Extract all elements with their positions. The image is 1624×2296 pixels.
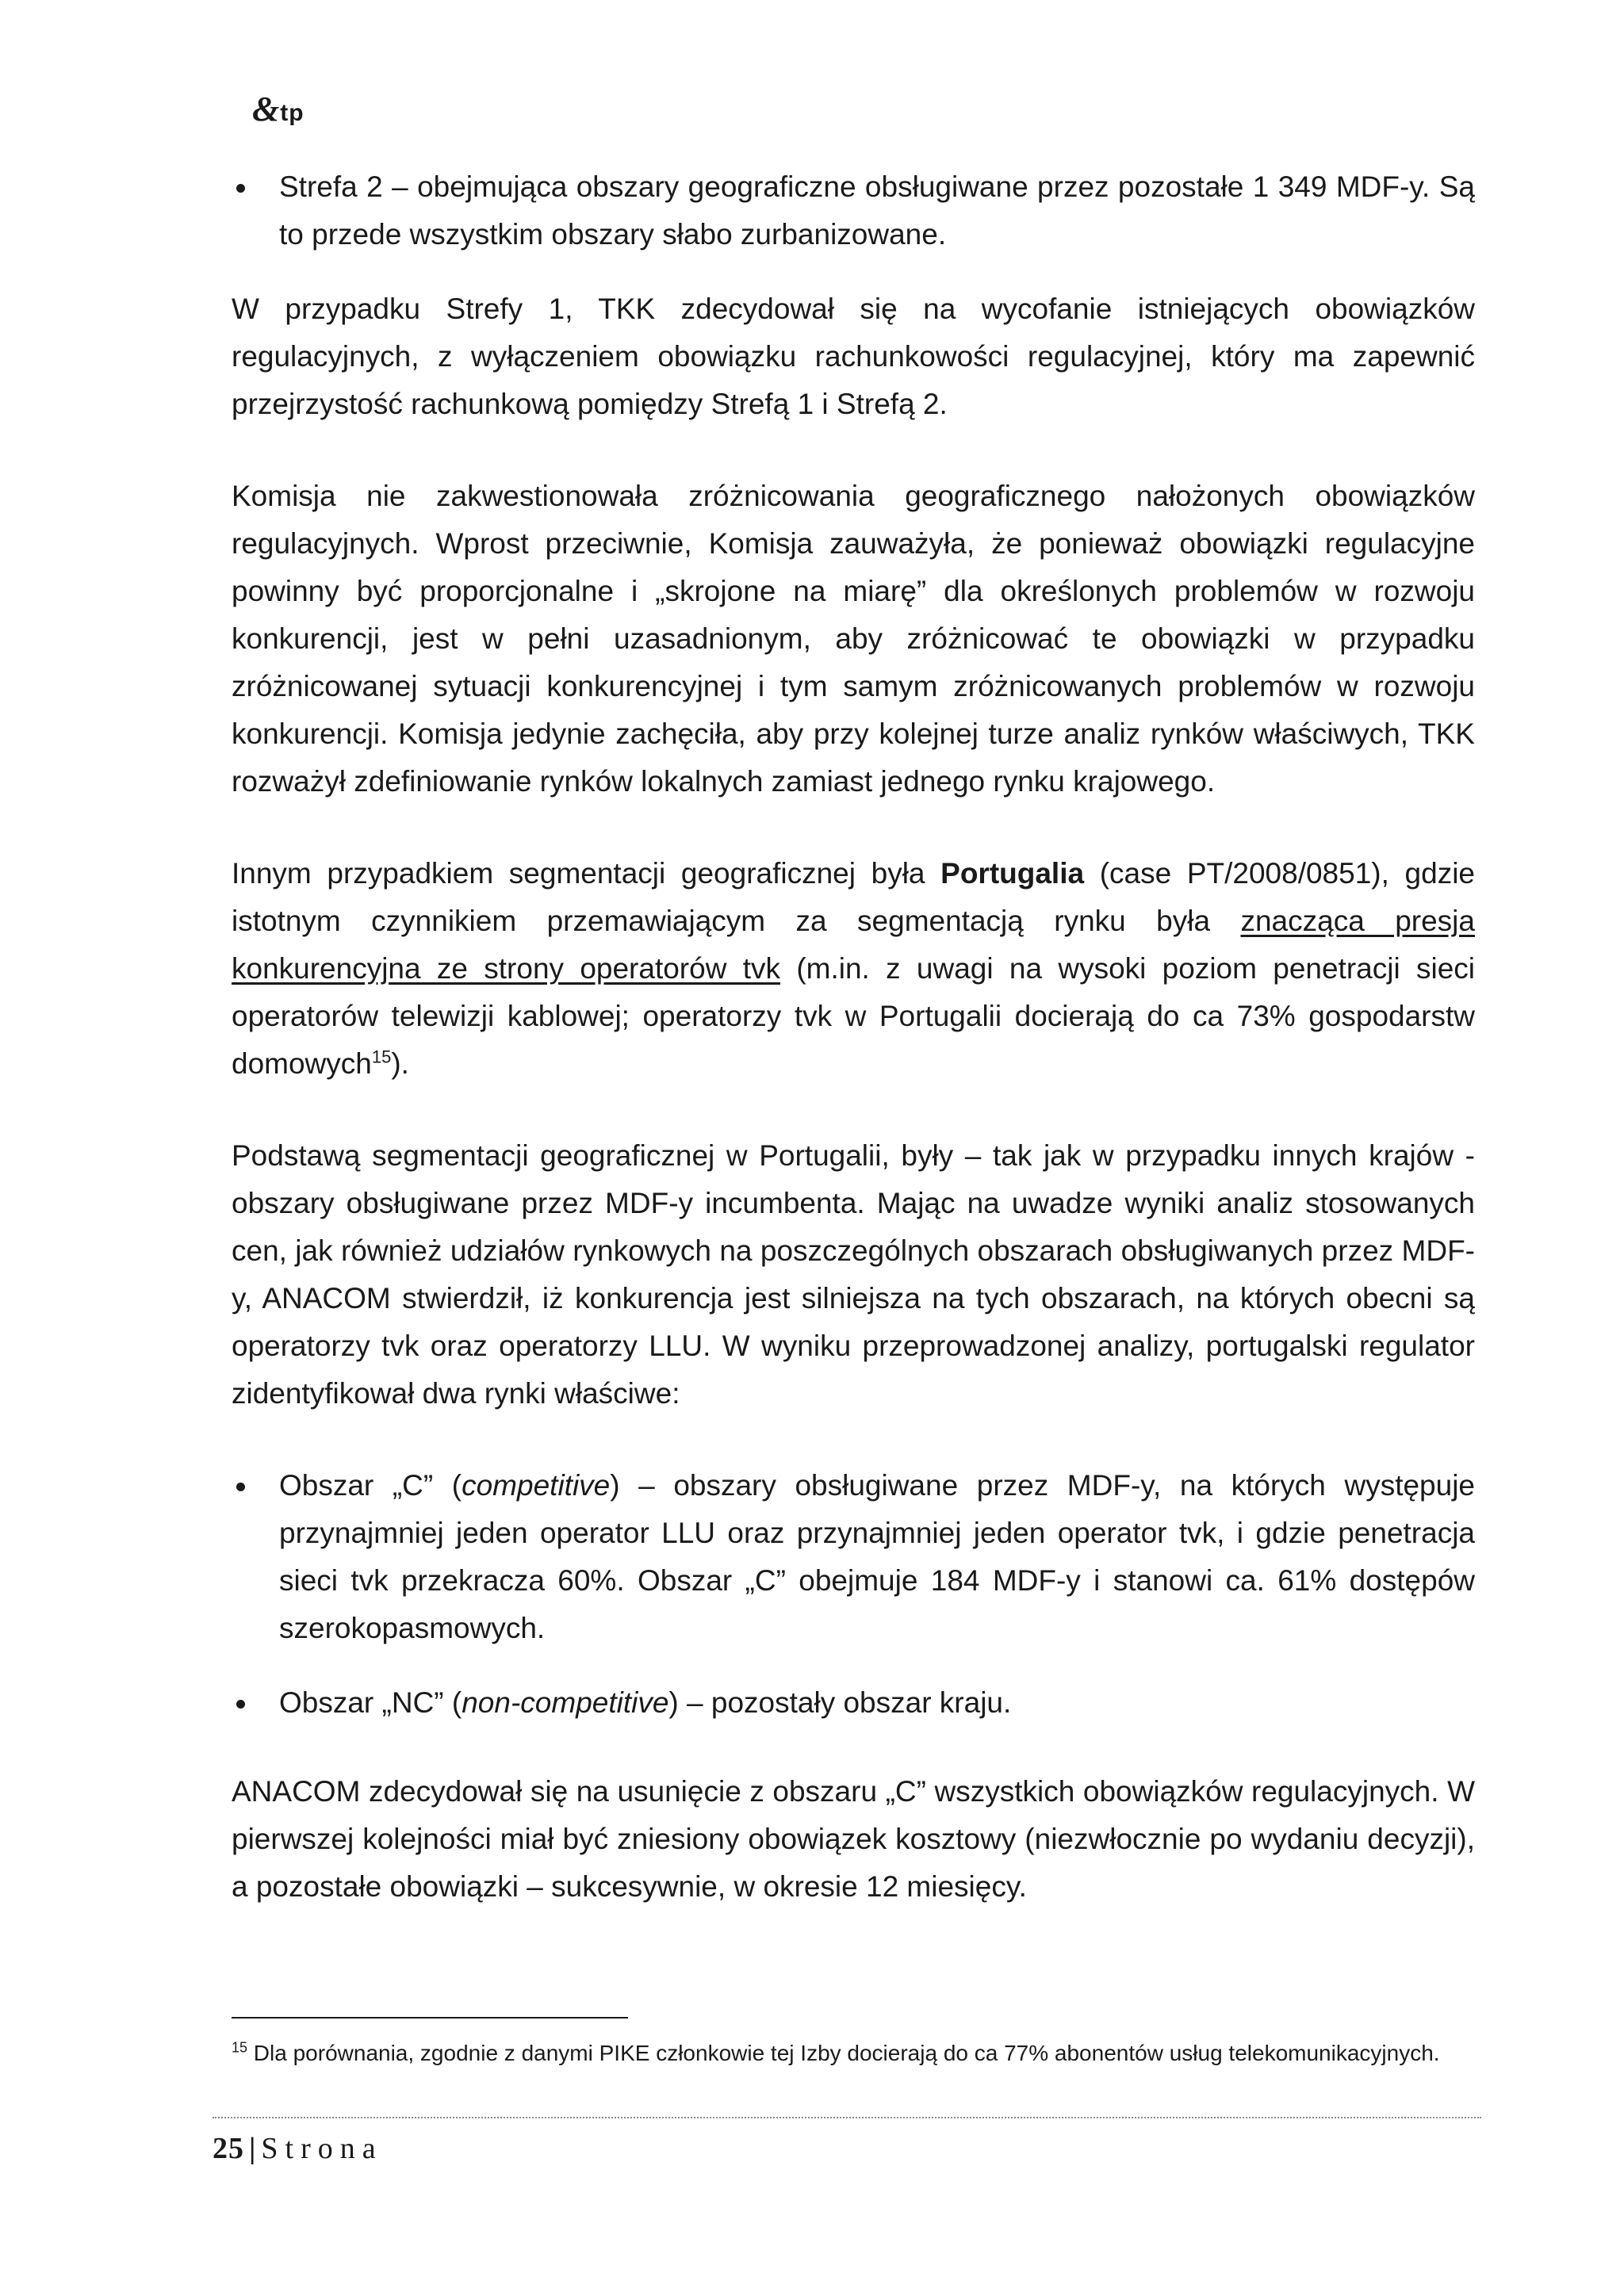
footer-divider	[213, 2117, 1481, 2119]
italic-term: non-competitive	[462, 1686, 669, 1719]
footnote-number: 15	[232, 2039, 248, 2056]
page-word: Strona	[261, 2132, 383, 2165]
list-item	[232, 1462, 1475, 1652]
footnote	[232, 2039, 1475, 2068]
paragraph: W przypadku Strefy 1, TKK zdecydował się na wycofanie istniejących obowiązków regulacyjnych, z wyłączeniem obowiązku rachunkowości regulacyjnej, który ma zapewnić przejrzystość rachunkową pomiędzy Strefą 1 i Strefą 2.	[232, 293, 1475, 420]
bold-country: Portugalia	[940, 857, 1085, 890]
text-span: Obszar „NC” (	[279, 1686, 462, 1719]
logo-suffix: tp	[280, 100, 304, 126]
zone-list	[232, 163, 1475, 258]
list-item	[232, 1679, 1475, 1727]
footnote-ref: 15	[371, 1047, 392, 1067]
text-span: ) – obszary obsługiwane przez MDF-y, na których występuje przynajmniej jeden operator LLU oraz przynajmniej jeden operator tvk, i gdzie penetracja sieci tvk przekracza 60%. Obszar „C” obejmuje 184 MDF-y i stanowi ca. 61% dostępów szerokopasmowych.	[279, 1469, 1475, 1644]
page-separator: |	[249, 2132, 257, 2165]
logo	[252, 89, 304, 129]
text-span: ) – pozostały obszar kraju.	[668, 1686, 1012, 1719]
text-span: Obszar „C” (	[279, 1469, 462, 1502]
list-item: Strefa 2 – obejmująca obszary geograficzne obsługiwane przez pozostałe 1 349 MDF-y. Są to przede wszystkim obszary słabo zurbanizowane.	[232, 163, 1475, 258]
footnote-text: Dla porównania, zgodnie z danymi PIKE członkowie tej Izby docierają do ca 77% abonentów usług telekomunikacyjnych.	[247, 2041, 1440, 2065]
footnote-rule	[232, 2017, 628, 2019]
italic-term: competitive	[462, 1469, 611, 1502]
underlined-phrase: znacząca presja konkurencyjna ze strony operatorów tvk	[232, 905, 1475, 985]
market-list	[232, 1462, 1475, 1727]
text-span: ).	[391, 1047, 409, 1080]
paragraph: ANACOM zdecydował się na usunięcie z obszaru „C” wszystkich obowiązków regulacyjnych. W pierwszej kolejności miał być zniesiony obowiązek kosztowy (niezwłocznie po wydaniu decyzji), a pozostałe obowiązki – sukcesywnie, w okresie 12 miesięcy.	[232, 1775, 1475, 1903]
logo-mark: &	[252, 90, 281, 128]
paragraph: Komisja nie zakwestionowała zróżnicowania geograficznego nałożonych obowiązków regulacyjnych. Wprost przeciwnie, Komisja zauważyła, że ponieważ obowiązki regulacyjne powinny być proporcjonalne i „skrojone na miarę” dla określonych problemów w rozwoju konkurencji, jest w pełni uzasadnionym, aby zróżnicować te obowiązki w przypadku zróżnicowanej sytuacji konkurencyjnej i tym samym zróżnicowanych problemów w rozwoju konkurencji. Komisja jedynie zachęciła, aby przy kolejnej turze analiz rynków właściwych, TKK rozważył zdefiniowanie rynków lokalnych zamiast jednego rynku krajowego.	[232, 480, 1475, 798]
text-span: (m.in. z uwagi na wysoki poziom penetracji sieci operatorów telewizji kablowej; operatorzy tvk w Portugalii docierają do ca 73% gospodarstw domowych	[232, 952, 1475, 1080]
page-footer	[213, 2131, 383, 2166]
paragraph-portugal	[232, 850, 1475, 1088]
text-span: Innym przypadkiem segmentacji geograficznej była	[232, 857, 941, 890]
document-body	[232, 163, 1475, 1955]
paragraph: Podstawą segmentacji geograficznej w Portugalii, były – tak jak w przypadku innych krajów - obszary obsługiwane przez MDF-y incumbenta. Mając na uwadze wyniki analiz stosowanych cen, jak również udziałów rynkowych na poszczególnych obszarach obsługiwanych przez MDF-y, ANACOM stwierdził, iż konkurencja jest silniejsza na tych obszarach, na których obecni są operatorzy tvk oraz operatorzy LLU. W wyniku przeprowadzonej analizy, portugalski regulator zidentyfikował dwa rynki właściwe:	[232, 1139, 1475, 1410]
text-span: (case PT/2008/0851), gdzie istotnym czynnikiem przemawiającym za segmentacją rynku była	[232, 857, 1475, 937]
page-number: 25	[213, 2132, 244, 2165]
